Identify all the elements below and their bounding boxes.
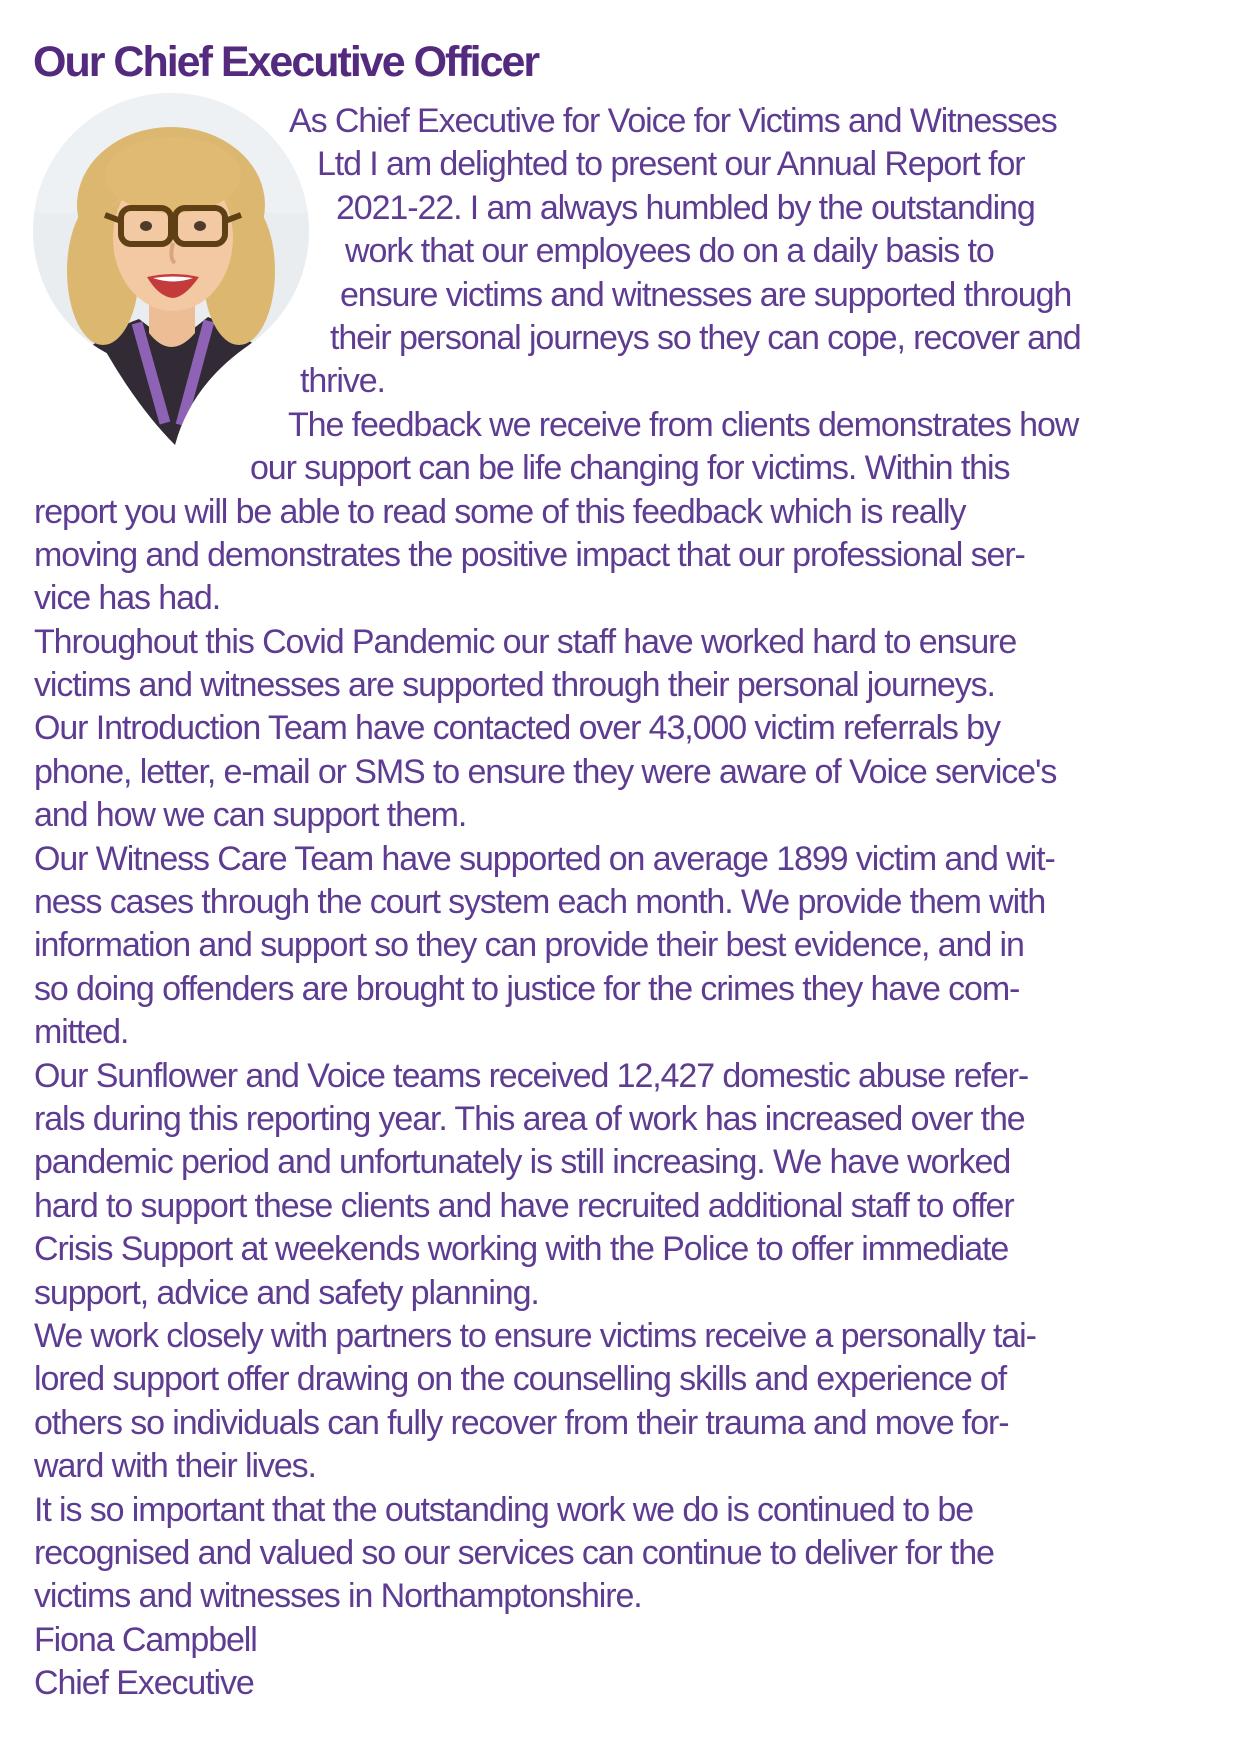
ceo-portrait-photo bbox=[33, 93, 309, 453]
text-line: mitted. bbox=[34, 1013, 129, 1052]
text-line: Fiona Campbell bbox=[34, 1620, 257, 1659]
text-line: ensure victims and witnesses are supported through bbox=[340, 275, 1072, 314]
text-line: Ltd I am delighted to present our Annual Report for bbox=[317, 145, 1025, 184]
text-line: Throughout this Covid Pandemic our staff have worked hard to ensure bbox=[34, 622, 1017, 661]
text-line: It is so important that the outstanding work we do is continued to be bbox=[34, 1490, 974, 1529]
text-line: so doing offenders are brought to justice for the crimes they have com- bbox=[34, 969, 1020, 1008]
text-line: their personal journeys so they can cope, recover and bbox=[330, 318, 1081, 357]
text-line: recognised and valued so our services can continue to deliver for the bbox=[34, 1533, 994, 1572]
text-line: report you will be able to read some of this feedback which is really bbox=[34, 492, 966, 531]
text-line: Our Witness Care Team have supported on average 1899 victim and wit- bbox=[34, 839, 1055, 878]
portrait-illustration bbox=[33, 93, 309, 453]
text-line: victims and witnesses in Northamptonshire. bbox=[34, 1577, 642, 1616]
text-line: rals during this reporting year. This area of work has increased over the bbox=[34, 1099, 1025, 1138]
text-line: vice has had. bbox=[34, 579, 221, 618]
text-line: phone, letter, e-mail or SMS to ensure they were aware of Voice service's bbox=[34, 752, 1057, 791]
text-line: 2021-22. I am always humbled by the outstanding bbox=[336, 188, 1035, 227]
text-line: information and support so they can provide their best evidence, and in bbox=[34, 926, 1024, 965]
text-line: hard to support these clients and have recruited additional staff to offer bbox=[34, 1186, 1014, 1225]
text-line: The feedback we receive from clients demonstrates how bbox=[288, 405, 1079, 444]
page-title: Our Chief Executive Officer bbox=[33, 38, 539, 86]
text-line: Chief Executive bbox=[34, 1664, 254, 1703]
text-line: lored support offer drawing on the counselling skills and experience of bbox=[34, 1360, 1007, 1399]
text-line: and how we can support them. bbox=[34, 796, 467, 835]
text-line: Our Sunflower and Voice teams received 12,427 domestic abuse refer- bbox=[34, 1056, 1029, 1095]
text-line: support, advice and safety planning. bbox=[34, 1273, 539, 1312]
text-line: our support can be life changing for victims. Within this bbox=[250, 449, 1010, 488]
text-line: We work closely with partners to ensure victims receive a personally tai- bbox=[34, 1316, 1036, 1355]
text-line: pandemic period and unfortunately is still increasing. We have worked bbox=[34, 1143, 1011, 1182]
text-line: ward with their lives. bbox=[34, 1447, 316, 1486]
text-line: thrive. bbox=[300, 362, 385, 401]
text-line: Our Introduction Team have contacted over 43,000 victim referrals by bbox=[34, 709, 1000, 748]
text-line: victims and witnesses are supported through their personal journeys. bbox=[34, 666, 995, 705]
text-line: As Chief Executive for Voice for Victims and Witnesses bbox=[289, 102, 1057, 140]
text-line: moving and demonstrates the positive impact that our professional ser- bbox=[34, 535, 1025, 574]
text-line: others so individuals can fully recover from their trauma and move for- bbox=[34, 1403, 1009, 1442]
text-line: Crisis Support at weekends working with the Police to offer immediate bbox=[34, 1230, 1009, 1269]
text-line: ness cases through the court system each month. We provide them with bbox=[34, 883, 1046, 922]
text-line: work that our employees do on a daily basis to bbox=[345, 232, 994, 271]
